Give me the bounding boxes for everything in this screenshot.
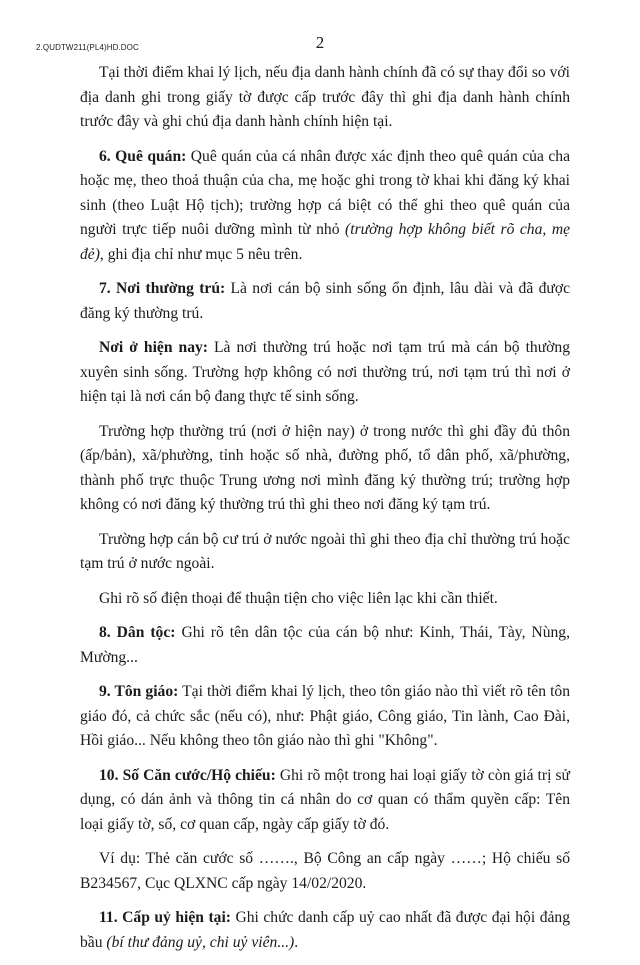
paragraph-text: Ghi rõ một trong hai loại giấy tờ còn giá trị sử dụng, có dán ảnh và thông tin cá nhân do cơ quan có thẩm quyền cấp: Tên loại giấy tờ, số, cơ quan cấp, ngày cấp giấy tờ đó. — [80, 766, 571, 833]
section-heading: 8. Dân tộc: — [99, 624, 176, 641]
paragraph-italic-text: (bí thư đảng uỷ, chi uỷ viên...) — [106, 933, 295, 951]
paragraph-example — [80, 847, 570, 896]
paragraph-text: Ghi rõ số điện thoại để thuận tiện cho việc liên lạc khi cần thiết. — [99, 589, 498, 607]
paragraph-text-after: . — [294, 933, 299, 951]
paragraph-text: Trường hợp thường trú (nơi ở hiện nay) ở trong nước thì ghi đầy đủ thôn (ấp/bản), xã/phường, tỉnh hoặc số nhà, đường phố, tổ dân phố, xã/phường, thành phố trực thuộc Trung ương nơi mình đăng ký thường trú; trường hợp không có nơi đăng ký thường trú thì ghi theo nơi đăng ký tạm trú. — [80, 422, 570, 513]
section-heading: 10. Số Căn cước/Hộ chiếu: — [99, 766, 276, 784]
paragraph-ethnicity — [80, 621, 570, 670]
paragraph-place-name-note — [80, 61, 570, 135]
paragraph-text: Là nơi thường trú hoặc nơi tạm trú mà cán bộ thường xuyên sinh sống. Trường hợp không có nơi thường trú, nơi tạm trú thì nơi ở hiện tại là nơi cán bộ đang thực tế sinh sống. — [80, 339, 570, 405]
section-heading: 11. Cấp uỷ hiện tại: — [99, 909, 231, 926]
paragraph-text: Tại thời điểm khai lý lịch, nếu địa danh hành chính đã có sự thay đổi so với địa danh ghi trong giấy tờ được cấp trước đây thì ghi địa danh hành chính trước đây và ghi chú địa danh hành chính hiện tại. — [80, 64, 571, 130]
paragraph-text: Ghi rõ tên dân tộc của cán bộ như: Kinh, Thái, Tày, Nùng, Mường... — [80, 624, 570, 666]
paragraph-party-committee — [80, 906, 570, 955]
paragraph-current-residence — [80, 336, 570, 410]
paragraph-text: Ví dụ: Thẻ căn cước số ……., Bộ Công an cấp ngày ……; Hộ chiếu số B234567, Cục QLXNC cấp ngày 14/02/2020. — [80, 850, 570, 892]
paragraph-text: Trường hợp cán bộ cư trú ở nước ngoài thì ghi theo địa chỉ thường trú hoặc tạm trú ở nước ngoài. — [80, 530, 570, 572]
paragraph-id-passport — [80, 764, 570, 838]
paragraph-domestic-residence — [80, 420, 570, 518]
paragraph-text-after: , ghi địa chỉ như mục 5 nêu trên. — [99, 245, 303, 263]
paragraph-hometown — [80, 145, 570, 268]
paragraph-foreign-residence — [80, 528, 570, 577]
paragraph-text: Quê quán của cá nhân được xác định theo quê quán của cha hoặc mẹ, theo thoả thuận của cha, mẹ hoặc ghi trong tờ khai khi đăng ký khai sinh (theo Luật Hộ tịch); trường hợp cá biệt có thể ghi theo quê quán của người trực tiếp nuôi dưỡng mình từ nhỏ — [80, 147, 570, 238]
paragraph-italic-text: (trường hợp không biết rõ cha, mẹ đẻ) — [80, 221, 570, 263]
page-number: 2 — [315, 33, 325, 52]
document-body — [80, 61, 570, 965]
section-heading: Nơi ở hiện nay: — [99, 339, 208, 356]
file-label: 2.QUDTW211(PL4)HD.DOC — [36, 43, 139, 52]
section-heading: 6. Quê quán: — [99, 147, 187, 165]
paragraph-permanent-residence — [80, 277, 570, 326]
paragraph-phone — [80, 587, 570, 612]
section-heading: 7. Nơi thường trú: — [99, 280, 226, 297]
section-heading: 9. Tôn giáo: — [99, 683, 179, 700]
paragraph-text: Là nơi cán bộ sinh sống ổn định, lâu dài và đã được đăng ký thường trú. — [80, 280, 570, 322]
paragraph-religion — [80, 680, 570, 754]
paragraph-text: Ghi chức danh cấp uỷ cao nhất đã được đại hội đảng bầu — [80, 909, 571, 951]
paragraph-text: Tại thời điểm khai lý lịch, theo tôn giáo nào thì viết rõ tên tôn giáo đó, cả chức sắc (nếu có), như: Phật giáo, Công giáo, Tin lành, Cao Đài, Hồi giáo... Nếu không theo tôn giáo nào thì ghi "Không". — [80, 683, 570, 749]
